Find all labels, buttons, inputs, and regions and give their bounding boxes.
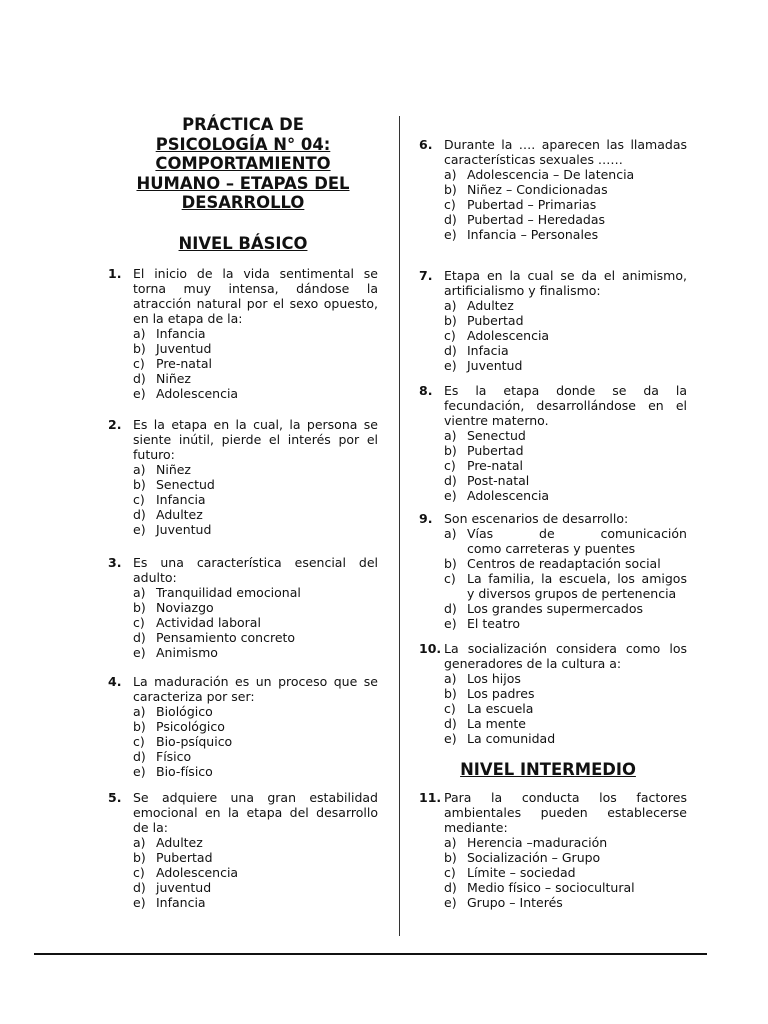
option-text-line: Infancia [156, 895, 206, 910]
option-text [467, 526, 687, 556]
title-line: COMPORTAMIENTO [155, 154, 331, 173]
answer-option [133, 462, 378, 477]
question-stem: Es la etapa donde se da la fecundación, desarrollándose en el vientre materno. [444, 383, 687, 428]
option-letter: e) [444, 895, 457, 910]
option-text [467, 212, 687, 227]
option-text [156, 492, 378, 507]
option-text-line: Juventud [156, 522, 212, 537]
answer-option [133, 719, 378, 734]
option-text [156, 615, 378, 630]
option-text-line: La familia, la escuela, los amigos [467, 571, 687, 586]
option-text [156, 341, 378, 356]
option-text [467, 313, 687, 328]
title-line: HUMANO – ETAPAS DEL [136, 173, 350, 193]
answer-option [133, 835, 378, 850]
option-text-line: Actividad laboral [156, 615, 261, 630]
answer-option [444, 343, 687, 358]
option-letter: b) [444, 443, 457, 458]
option-text [467, 601, 687, 616]
option-text-line: Infancia [156, 326, 206, 341]
option-text [467, 850, 687, 865]
page-title [108, 115, 378, 213]
question-stem: Etapa en la cual se da el animismo, artificialismo y finalismo: [444, 268, 687, 298]
option-text [156, 507, 378, 522]
answer-option [133, 356, 378, 371]
option-text-line: Infancia – Personales [467, 227, 599, 242]
answer-option [133, 734, 378, 749]
option-letter: d) [133, 630, 146, 645]
option-text [156, 371, 378, 386]
option-letter: e) [133, 522, 146, 537]
question [419, 790, 687, 910]
option-text-line: Los grandes supermercados [467, 601, 643, 616]
option-text-line: Animismo [156, 645, 218, 660]
option-text [467, 488, 687, 503]
option-text-line: Los hijos [467, 671, 521, 686]
answer-option [444, 328, 687, 343]
option-text-line: Noviazgo [156, 600, 214, 615]
question-stem: Durante la …. aparecen las llamadas características sexuales …… [444, 137, 687, 167]
question-number: 4. [108, 674, 122, 689]
answer-option [444, 458, 687, 473]
option-letter: d) [444, 212, 457, 227]
option-text [467, 458, 687, 473]
answer-option [133, 880, 378, 895]
option-text [156, 835, 378, 850]
question-stem: La maduración es un proceso que se caracteriza por ser: [133, 674, 378, 704]
answer-option [133, 522, 378, 537]
option-letter: b) [133, 600, 146, 615]
answer-option [133, 326, 378, 341]
answer-option [133, 865, 378, 880]
option-letter: b) [133, 850, 146, 865]
option-text-line: Pubertad [467, 313, 524, 328]
option-text-line: Senectud [156, 477, 215, 492]
option-text-line: Adolescencia [467, 328, 550, 343]
answer-option [133, 371, 378, 386]
option-text [156, 356, 378, 371]
question [419, 268, 687, 373]
option-text [467, 556, 687, 571]
option-text [467, 701, 687, 716]
option-letter: c) [444, 197, 456, 212]
option-text-line: Los padres [467, 686, 535, 701]
option-text [467, 443, 687, 458]
answer-option [444, 182, 687, 197]
option-letter: a) [444, 526, 457, 541]
option-letter: c) [444, 701, 456, 716]
answer-option [444, 167, 687, 182]
question [108, 555, 378, 660]
option-letter: e) [444, 488, 457, 503]
option-text-line: Grupo – Interés [467, 895, 563, 910]
option-text-line: La comunidad [467, 731, 556, 746]
option-letter: d) [133, 880, 146, 895]
answer-option [133, 585, 378, 600]
option-text-line: Adolescencia – De latencia [467, 167, 635, 182]
option-text-line: Juventud [156, 341, 212, 356]
option-text-line: Bio-psíquico [156, 734, 233, 749]
option-letter: a) [444, 835, 457, 850]
option-text-line: El teatro [467, 616, 521, 631]
option-letter: c) [444, 458, 456, 473]
option-letter: a) [444, 298, 457, 313]
answer-option [133, 492, 378, 507]
title-line: DESARROLLO [181, 193, 305, 212]
question-stem: El inicio de la vida sentimental se torna muy intensa, dándose la atracción natural por el sexo opuesto, en la etapa de la: [133, 266, 378, 326]
column-divider [399, 116, 400, 936]
answer-option [444, 850, 687, 865]
option-letter: c) [133, 865, 145, 880]
question [419, 641, 687, 746]
option-letter: c) [133, 356, 145, 371]
option-letter: b) [133, 477, 146, 492]
question [108, 790, 378, 910]
option-text [156, 764, 378, 779]
option-text-line: Físico [156, 749, 192, 764]
answer-option [444, 880, 687, 895]
option-text-line: Adolescencia [156, 386, 239, 401]
answer-option [133, 704, 378, 719]
option-text [156, 704, 378, 719]
option-letter: b) [133, 719, 146, 734]
question [419, 511, 687, 631]
question-stem: La socialización considera como los generadores de la cultura a: [444, 641, 687, 671]
question-number: 6. [419, 137, 433, 152]
option-text [467, 197, 687, 212]
option-text [467, 571, 687, 601]
option-letter: c) [444, 571, 456, 586]
option-text [467, 686, 687, 701]
option-letter: c) [133, 734, 145, 749]
option-text [156, 895, 378, 910]
option-text-line: Adultez [156, 835, 203, 850]
option-text [467, 671, 687, 686]
question-stem: Es la etapa en la cual, la persona se siente inútil, pierde el interés por el futuro: [133, 417, 378, 462]
question-number: 11. [419, 790, 442, 805]
option-text [156, 645, 378, 660]
option-text-line: Senectud [467, 428, 526, 443]
option-letter: d) [444, 343, 457, 358]
option-text-line: Niñez [156, 462, 191, 477]
option-text [156, 386, 378, 401]
title-line: PRÁCTICA DE [182, 115, 304, 134]
option-letter: a) [133, 585, 146, 600]
option-text [467, 473, 687, 488]
option-text [467, 865, 687, 880]
option-text-line: Pubertad [467, 443, 524, 458]
answer-option [444, 358, 687, 373]
option-letter: d) [444, 601, 457, 616]
option-text-line: Juventud [467, 358, 523, 373]
option-text [156, 585, 378, 600]
option-text-line: Medio físico – sociocultural [467, 880, 635, 895]
answer-option [444, 865, 687, 880]
option-text-line: Psicológico [156, 719, 225, 734]
option-letter: e) [444, 731, 457, 746]
option-text [156, 749, 378, 764]
option-letter: b) [444, 313, 457, 328]
question [419, 137, 687, 242]
option-text [156, 522, 378, 537]
answer-option [133, 630, 378, 645]
option-letter: e) [133, 386, 146, 401]
answer-option [444, 298, 687, 313]
question-number: 5. [108, 790, 122, 805]
option-letter: d) [444, 880, 457, 895]
option-text-line: La escuela [467, 701, 534, 716]
option-text-line: Herencia –maduración [467, 835, 608, 850]
option-letter: b) [444, 556, 457, 571]
option-text-line: Adultez [156, 507, 203, 522]
option-text-line: Centros de readaptación social [467, 556, 661, 571]
answer-option [444, 671, 687, 686]
option-text-line: Niñez – Condicionadas [467, 182, 608, 197]
answer-option [444, 313, 687, 328]
answer-option [444, 616, 687, 631]
option-text [156, 850, 378, 865]
option-text-line: y diversos grupos de pertenencia [467, 586, 677, 601]
option-text-line: Tranquilidad emocional [156, 585, 301, 600]
option-letter: c) [444, 328, 456, 343]
question [108, 266, 378, 401]
option-text [467, 182, 687, 197]
option-letter: a) [133, 462, 146, 477]
option-text-line: Pubertad [156, 850, 213, 865]
option-text [467, 227, 687, 242]
option-letter: a) [444, 167, 457, 182]
question-number: 9. [419, 511, 433, 526]
answer-option [133, 749, 378, 764]
answer-option [444, 716, 687, 731]
option-letter: d) [444, 716, 457, 731]
section-heading-intermedio: NIVEL INTERMEDIO [460, 760, 636, 779]
option-text [467, 835, 687, 850]
option-letter: d) [133, 507, 146, 522]
answer-option [444, 731, 687, 746]
option-letter: c) [444, 865, 456, 880]
answer-option [133, 600, 378, 615]
option-text-line: Pubertad – Primarias [467, 197, 597, 212]
answer-option [133, 895, 378, 910]
question [419, 383, 687, 503]
option-text [467, 167, 687, 182]
option-letter: b) [133, 341, 146, 356]
question-number: 1. [108, 266, 122, 281]
option-text [467, 298, 687, 313]
bottom-rule [34, 953, 707, 955]
option-text [156, 630, 378, 645]
option-text-line: juventud [156, 880, 212, 895]
option-text [467, 716, 687, 731]
question-stem: Son escenarios de desarrollo: [444, 511, 629, 526]
option-text-line: Límite – sociedad [467, 865, 576, 880]
option-text [156, 865, 378, 880]
option-text-line: Pensamiento concreto [156, 630, 296, 645]
section-heading-basico: NIVEL BÁSICO [178, 234, 308, 253]
option-text-line: Pre-natal [156, 356, 212, 371]
question-stem: Para la conducta los factores ambientales pueden establecerse mediante: [444, 790, 687, 835]
option-letter: a) [444, 428, 457, 443]
answer-option [133, 507, 378, 522]
answer-option [133, 850, 378, 865]
option-text [156, 719, 378, 734]
answer-option [444, 488, 687, 503]
option-letter: e) [444, 227, 457, 242]
answer-option [444, 473, 687, 488]
option-text [156, 734, 378, 749]
option-letter: e) [444, 358, 457, 373]
option-text [467, 343, 687, 358]
option-text [467, 358, 687, 373]
answer-option [444, 443, 687, 458]
option-letter: c) [133, 492, 145, 507]
option-text [467, 616, 687, 631]
option-letter: a) [133, 835, 146, 850]
option-letter: b) [444, 850, 457, 865]
answer-option [133, 615, 378, 630]
answer-option [133, 477, 378, 492]
question-stem: Es una característica esencial del adulto: [133, 555, 378, 585]
answer-option [444, 212, 687, 227]
question [108, 417, 378, 537]
answer-option [444, 556, 687, 571]
option-letter: c) [133, 615, 145, 630]
option-text-line: Vías de comunicación [467, 526, 687, 541]
option-letter: a) [133, 326, 146, 341]
option-text-line: como carreteras y puentes [467, 541, 636, 556]
option-letter: a) [133, 704, 146, 719]
option-text [156, 880, 378, 895]
question-number: 7. [419, 268, 433, 283]
question-number: 8. [419, 383, 433, 398]
option-text-line: Adolescencia [156, 865, 239, 880]
option-text [467, 731, 687, 746]
option-letter: e) [444, 616, 457, 631]
answer-option [444, 227, 687, 242]
option-text [467, 428, 687, 443]
option-text-line: Adultez [467, 298, 514, 313]
answer-option [444, 197, 687, 212]
answer-option [444, 895, 687, 910]
answer-option [444, 571, 687, 601]
option-text [467, 328, 687, 343]
option-text-line: Adolescencia [467, 488, 550, 503]
option-text-line: Infacia [467, 343, 509, 358]
option-letter: e) [133, 895, 146, 910]
option-text-line: La mente [467, 716, 526, 731]
question-stem: Se adquiere una gran estabilidad emocional en la etapa del desarrollo de la: [133, 790, 378, 835]
option-text [156, 600, 378, 615]
option-text-line: Pre-natal [467, 458, 523, 473]
option-text-line: Bio-físico [156, 764, 213, 779]
answer-option [444, 835, 687, 850]
option-letter: e) [133, 645, 146, 660]
question-number: 3. [108, 555, 122, 570]
option-text [467, 895, 687, 910]
question-number: 10. [419, 641, 442, 656]
option-letter: e) [133, 764, 146, 779]
answer-option [444, 601, 687, 616]
answer-option [444, 526, 687, 556]
option-letter: d) [133, 371, 146, 386]
option-text-line: Pubertad – Heredadas [467, 212, 606, 227]
option-text [156, 477, 378, 492]
title-line: PSICOLOGÍA N° 04: [155, 134, 331, 154]
answer-option [133, 645, 378, 660]
option-text-line: Niñez [156, 371, 191, 386]
answer-option [444, 686, 687, 701]
answer-option [133, 386, 378, 401]
option-letter: b) [444, 182, 457, 197]
answer-option [444, 701, 687, 716]
option-text-line: Socialización – Grupo [467, 850, 601, 865]
answer-option [444, 428, 687, 443]
option-text [156, 326, 378, 341]
option-letter: b) [444, 686, 457, 701]
option-letter: a) [444, 671, 457, 686]
option-text-line: Biológico [156, 704, 213, 719]
option-letter: d) [444, 473, 457, 488]
question [108, 674, 378, 779]
option-letter: d) [133, 749, 146, 764]
option-text [467, 880, 687, 895]
option-text [156, 462, 378, 477]
question-number: 2. [108, 417, 122, 432]
answer-option [133, 764, 378, 779]
answer-option [133, 341, 378, 356]
option-text-line: Infancia [156, 492, 206, 507]
option-text-line: Post-natal [467, 473, 530, 488]
